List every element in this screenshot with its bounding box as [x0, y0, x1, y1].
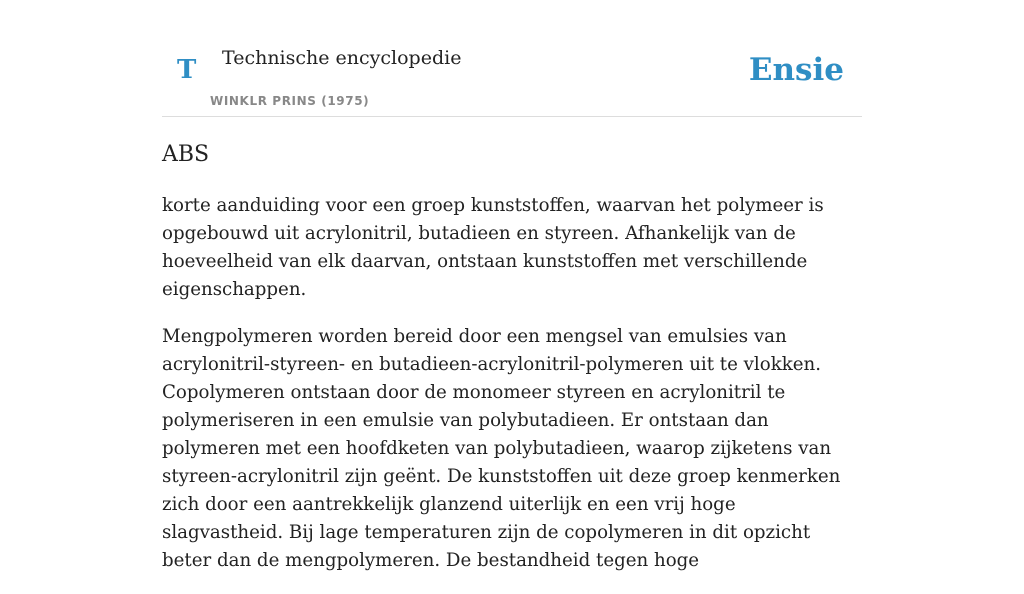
- page: [162, 0, 862, 571]
- source-header: [162, 0, 862, 117]
- brand-logo[interactable]: Ensie: [748, 52, 844, 88]
- article-body: [162, 192, 862, 594]
- source-title-link[interactable]: Technische encyclopedie: [222, 47, 462, 69]
- article-title: ABS: [162, 142, 210, 167]
- source-subtitle: WINKLR PRINS (1975): [210, 94, 370, 108]
- source-logo[interactable]: T: [177, 55, 197, 85]
- article-paragraph: korte aanduiding voor een groep kunststoffen, waarvan het polymeer is opgebouwd uit acrylonitril, butadieen en styreen. Afhankelijk van de hoeveelheid van elk daarvan, ontstaan kunststoffen met verschillende eigenschappen.: [162, 195, 824, 300]
- article-paragraph: Mengpolymeren worden bereid door een mengsel van emulsies van acrylonitril-styreen- en butadieen-acrylonitril-polymeren uit te vlokken. Copolymeren ontstaan door de monomeer styreen en acrylonitril te polymeriseren in een emulsie van polybutadieen. Er ontstaan dan polymeren met een hoofdketen van polybutadieen, waarop zijketens van styreen-acrylonitril zijn geënt. De kunststoffen uit deze groep kenmerken zich door een aantrekkelijk glanzend uiterlijk en een vrij hoge slagvastheid. Bij lage temperaturen zijn de copolymeren in dit opzicht beter dan de mengpolymeren. De bestandheid tegen hoge: [162, 326, 841, 571]
